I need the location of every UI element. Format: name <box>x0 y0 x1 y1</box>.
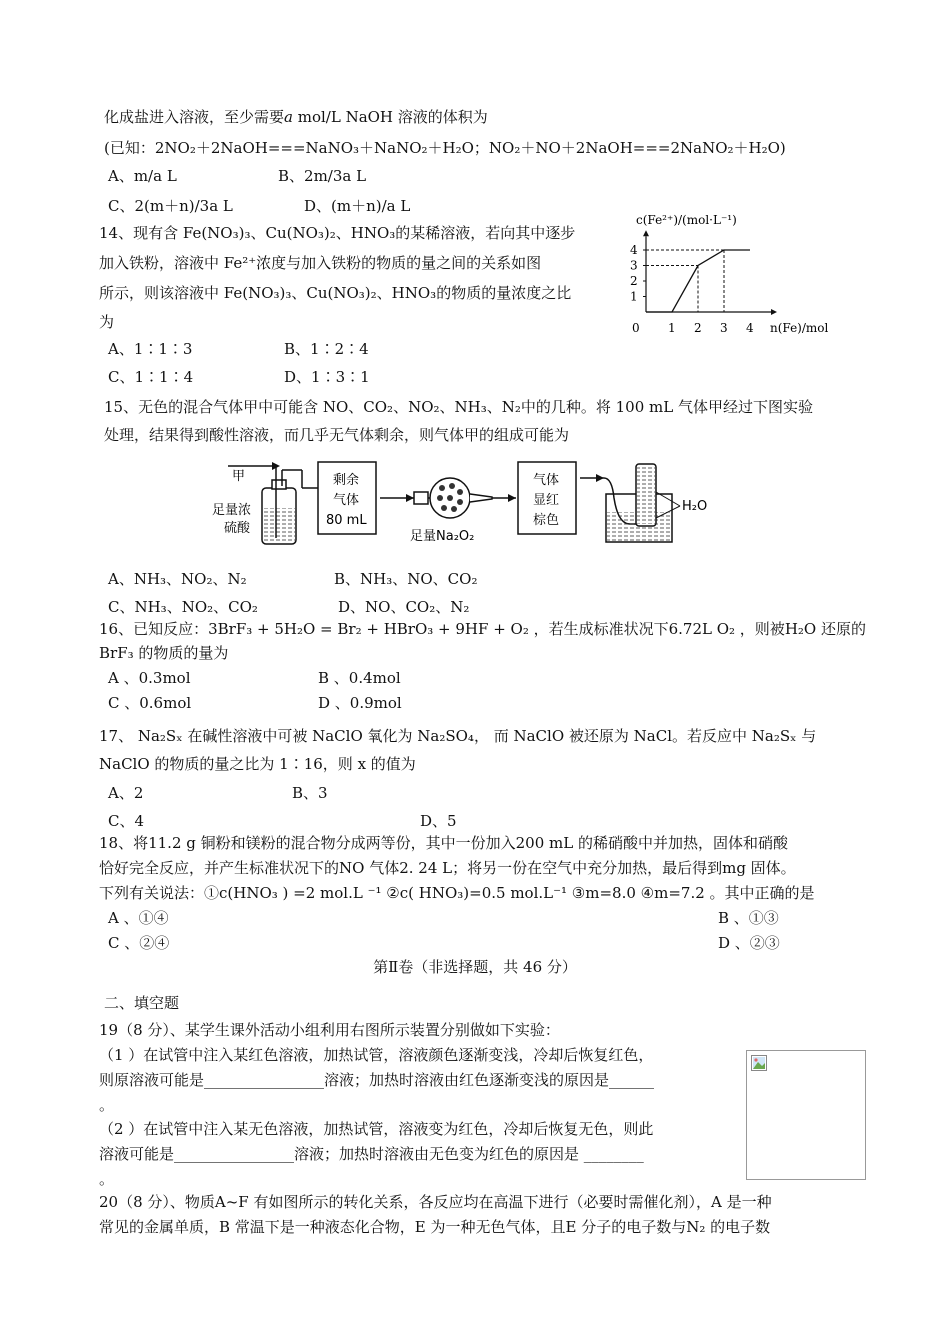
q19-line6: 溶液可能是________________溶液；加热时溶液由无色变为红色的原因是 ________ <box>99 1145 644 1163</box>
q14-option-a: A、1∶1∶3 <box>108 340 193 358</box>
q15-option-c: C、NH₃、NO₂、CO₂ <box>108 598 258 616</box>
q15-option-a: A、NH₃、NO₂、N₂ <box>108 570 247 588</box>
q18-option-b: B 、①③ <box>718 909 779 927</box>
q19-line3: 则原溶液可能是________________溶液；加热时溶液由红色逐渐变浅的原因是______ <box>99 1071 655 1089</box>
section-2-title: 第Ⅱ卷（非选择题，共 46 分） <box>373 958 577 976</box>
x-tick-label: 2 <box>694 321 702 335</box>
fig-label-na2o2: 足量Na₂O₂ <box>410 529 475 544</box>
q14-option-b: B、1∶2∶4 <box>284 340 369 358</box>
broken-image-placeholder <box>746 1050 866 1180</box>
fig-box1-line3: 80 mL <box>326 513 367 528</box>
q13-line1: 化成盐进入溶液，至少需要a mol/L NaOH 溶液的体积为 <box>104 108 488 126</box>
q14-option-c: C、1∶1∶4 <box>108 368 194 386</box>
q15-line2: 处理，结果得到酸性溶液，而几乎无气体剩余，则气体甲的组成可能为 <box>104 426 570 444</box>
experiment-apparatus-figure <box>210 458 730 550</box>
q17-option-d: D、5 <box>420 812 457 830</box>
q19-line7: 。 <box>99 1170 115 1188</box>
q15-option-d: D、NO、CO₂、N₂ <box>338 598 470 616</box>
q16-option-a: A 、0.3mol <box>108 669 191 687</box>
q17-option-a: A、2 <box>108 784 144 802</box>
q14-line1: 14、现有含 Fe(NO₃)₃、Cu(NO₃)₂、HNO₃的某稀溶液，若向其中逐步 <box>99 224 576 242</box>
x-tick-label: 0 <box>632 321 640 335</box>
q13-option-d: D、(m＋n)/a L <box>304 197 411 215</box>
fig-box1-line1: 剩余 <box>333 473 360 488</box>
fig-box2-line2: 显红 <box>533 493 560 508</box>
x-tick-label: 3 <box>720 321 728 335</box>
q16-option-d: D 、0.9mol <box>318 694 402 712</box>
fig-label-h2o: H₂O <box>682 499 708 514</box>
q18-option-d: D 、②③ <box>718 934 780 952</box>
q14-line2: 加入铁粉，溶液中 Fe²⁺浓度与加入铁粉的物质的量之间的关系如图 <box>99 254 542 272</box>
q13-option-c: C、2(m＋n)/3a L <box>108 197 233 215</box>
q16-line1: 16、已知反应：3BrF₃ + 5H₂O = Br₂ + HBrO₃ + 9HF + O₂ ，若生成标准状况下6.72L O₂ ，则被H₂O 还原的 <box>99 620 866 638</box>
x-tick-label: 4 <box>746 321 754 335</box>
fig-label-acid-1: 足量浓 <box>212 503 252 518</box>
q14-line3: 所示，则该溶液中 Fe(NO₃)₃、Cu(NO₃)₂、HNO₃的物质的量浓度之比 <box>99 284 572 302</box>
y-tick-label: 1 <box>630 289 638 304</box>
y-tick-label: 4 <box>630 243 638 257</box>
y-tick-label: 2 <box>630 274 638 288</box>
q13-known: (已知：2NO₂＋2NaOH===NaNO₃＋NaNO₂＋H₂O；NO₂＋NO＋2NaOH===2NaNO₂＋H₂O) <box>104 139 786 157</box>
y-tick-label: 3 <box>630 258 638 273</box>
q19-line1: 19（8 分）、某学生课外活动小组利用右图所示装置分别做如下实验： <box>99 1021 560 1039</box>
fig-box2-line3: 棕色 <box>533 513 560 528</box>
q17-option-c: C、4 <box>108 812 145 830</box>
q17-line1: 17、 Na₂Sₓ 在碱性溶液中可被 NaClO 氧化为 Na₂SO₄， 而 NaClO 被还原为 NaCl。若反应中 Na₂Sₓ 与 <box>99 727 817 745</box>
q17-option-b: B、3 <box>292 784 328 802</box>
q14-line4: 为 <box>99 313 115 331</box>
y-axis-arrow <box>643 230 649 236</box>
q14-option-d: D、1∶3∶1 <box>284 368 370 386</box>
q16-option-c: C 、0.6mol <box>108 694 192 712</box>
fig-label-jia: 甲 <box>232 469 246 484</box>
q17-line2: NaClO 的物质的量之比为 1∶16，则 x 的值为 <box>99 755 416 773</box>
q18-option-c: C 、②④ <box>108 934 170 952</box>
q16-line2: BrF₃ 的物质的量为 <box>99 644 229 662</box>
part-2-heading: 二、填空题 <box>104 994 180 1012</box>
q19-line4: 。 <box>99 1096 115 1114</box>
broken-image-icon <box>751 1055 767 1071</box>
y-axis-label: c(Fe²⁺)/(mol·L⁻¹) <box>636 213 737 227</box>
fig-label-acid-2: 硫酸 <box>224 521 251 536</box>
q15-line1: 15、无色的混合气体甲中可能含 NO、CO₂、NO₂、NH₃、N₂中的几种。将 100 mL 气体甲经过下图实验 <box>104 398 813 416</box>
q19-line2: （1 ）在试管中注入某红色溶液，加热试管，溶液颜色逐渐变浅，冷却后恢复红色， <box>99 1046 654 1064</box>
x-axis-arrow <box>771 309 777 315</box>
q15-option-b: B、NH₃、NO、CO₂ <box>334 570 478 588</box>
q18-line2: 恰好完全反应，并产生标准状况下的NO 气体2. 24 L；将另一份在空气中充分加热，最后得到mg 固体。 <box>99 859 796 877</box>
q13-option-a: A、m/a L <box>108 167 177 185</box>
fig-box2-line1: 气体 <box>533 473 560 488</box>
fe2-concentration-chart <box>612 212 834 342</box>
q18-line3: 下列有关说法：①c(HNO₃ ) =2 mol.L ⁻¹ ②c( HNO₃)=0.5 mol.L⁻¹ ③m=8.0 ④m=7.2 。其中正确的是 <box>99 884 815 902</box>
q20-line2: 常见的金属单质，B 常温下是一种液态化合物，E 为一种无色气体，且E 分子的电子数与N₂ 的电子数 <box>99 1218 771 1236</box>
x-axis-label: n(Fe)/mol <box>770 321 829 335</box>
q18-line1: 18、将11.2 g 铜粉和镁粉的混合物分成两等份，其中一份加入200 mL 的稀硝酸中并加热，固体和硝酸 <box>99 834 788 852</box>
fig-box1-line2: 气体 <box>333 493 360 508</box>
q18-option-a: A 、①④ <box>108 909 169 927</box>
q20-line1: 20（8 分）、物质A~F 有如图所示的转化关系，各反应均在高温下进行（必要时需催化剂），A 是一种 <box>99 1193 772 1211</box>
x-tick-label: 1 <box>668 321 676 335</box>
q16-option-b: B 、0.4mol <box>318 669 401 687</box>
q13-option-b: B、2m/3a L <box>278 167 367 185</box>
q19-line5: （2 ）在试管中注入某无色溶液，加热试管，溶液变为红色，冷却后恢复无色，则此 <box>99 1120 654 1138</box>
